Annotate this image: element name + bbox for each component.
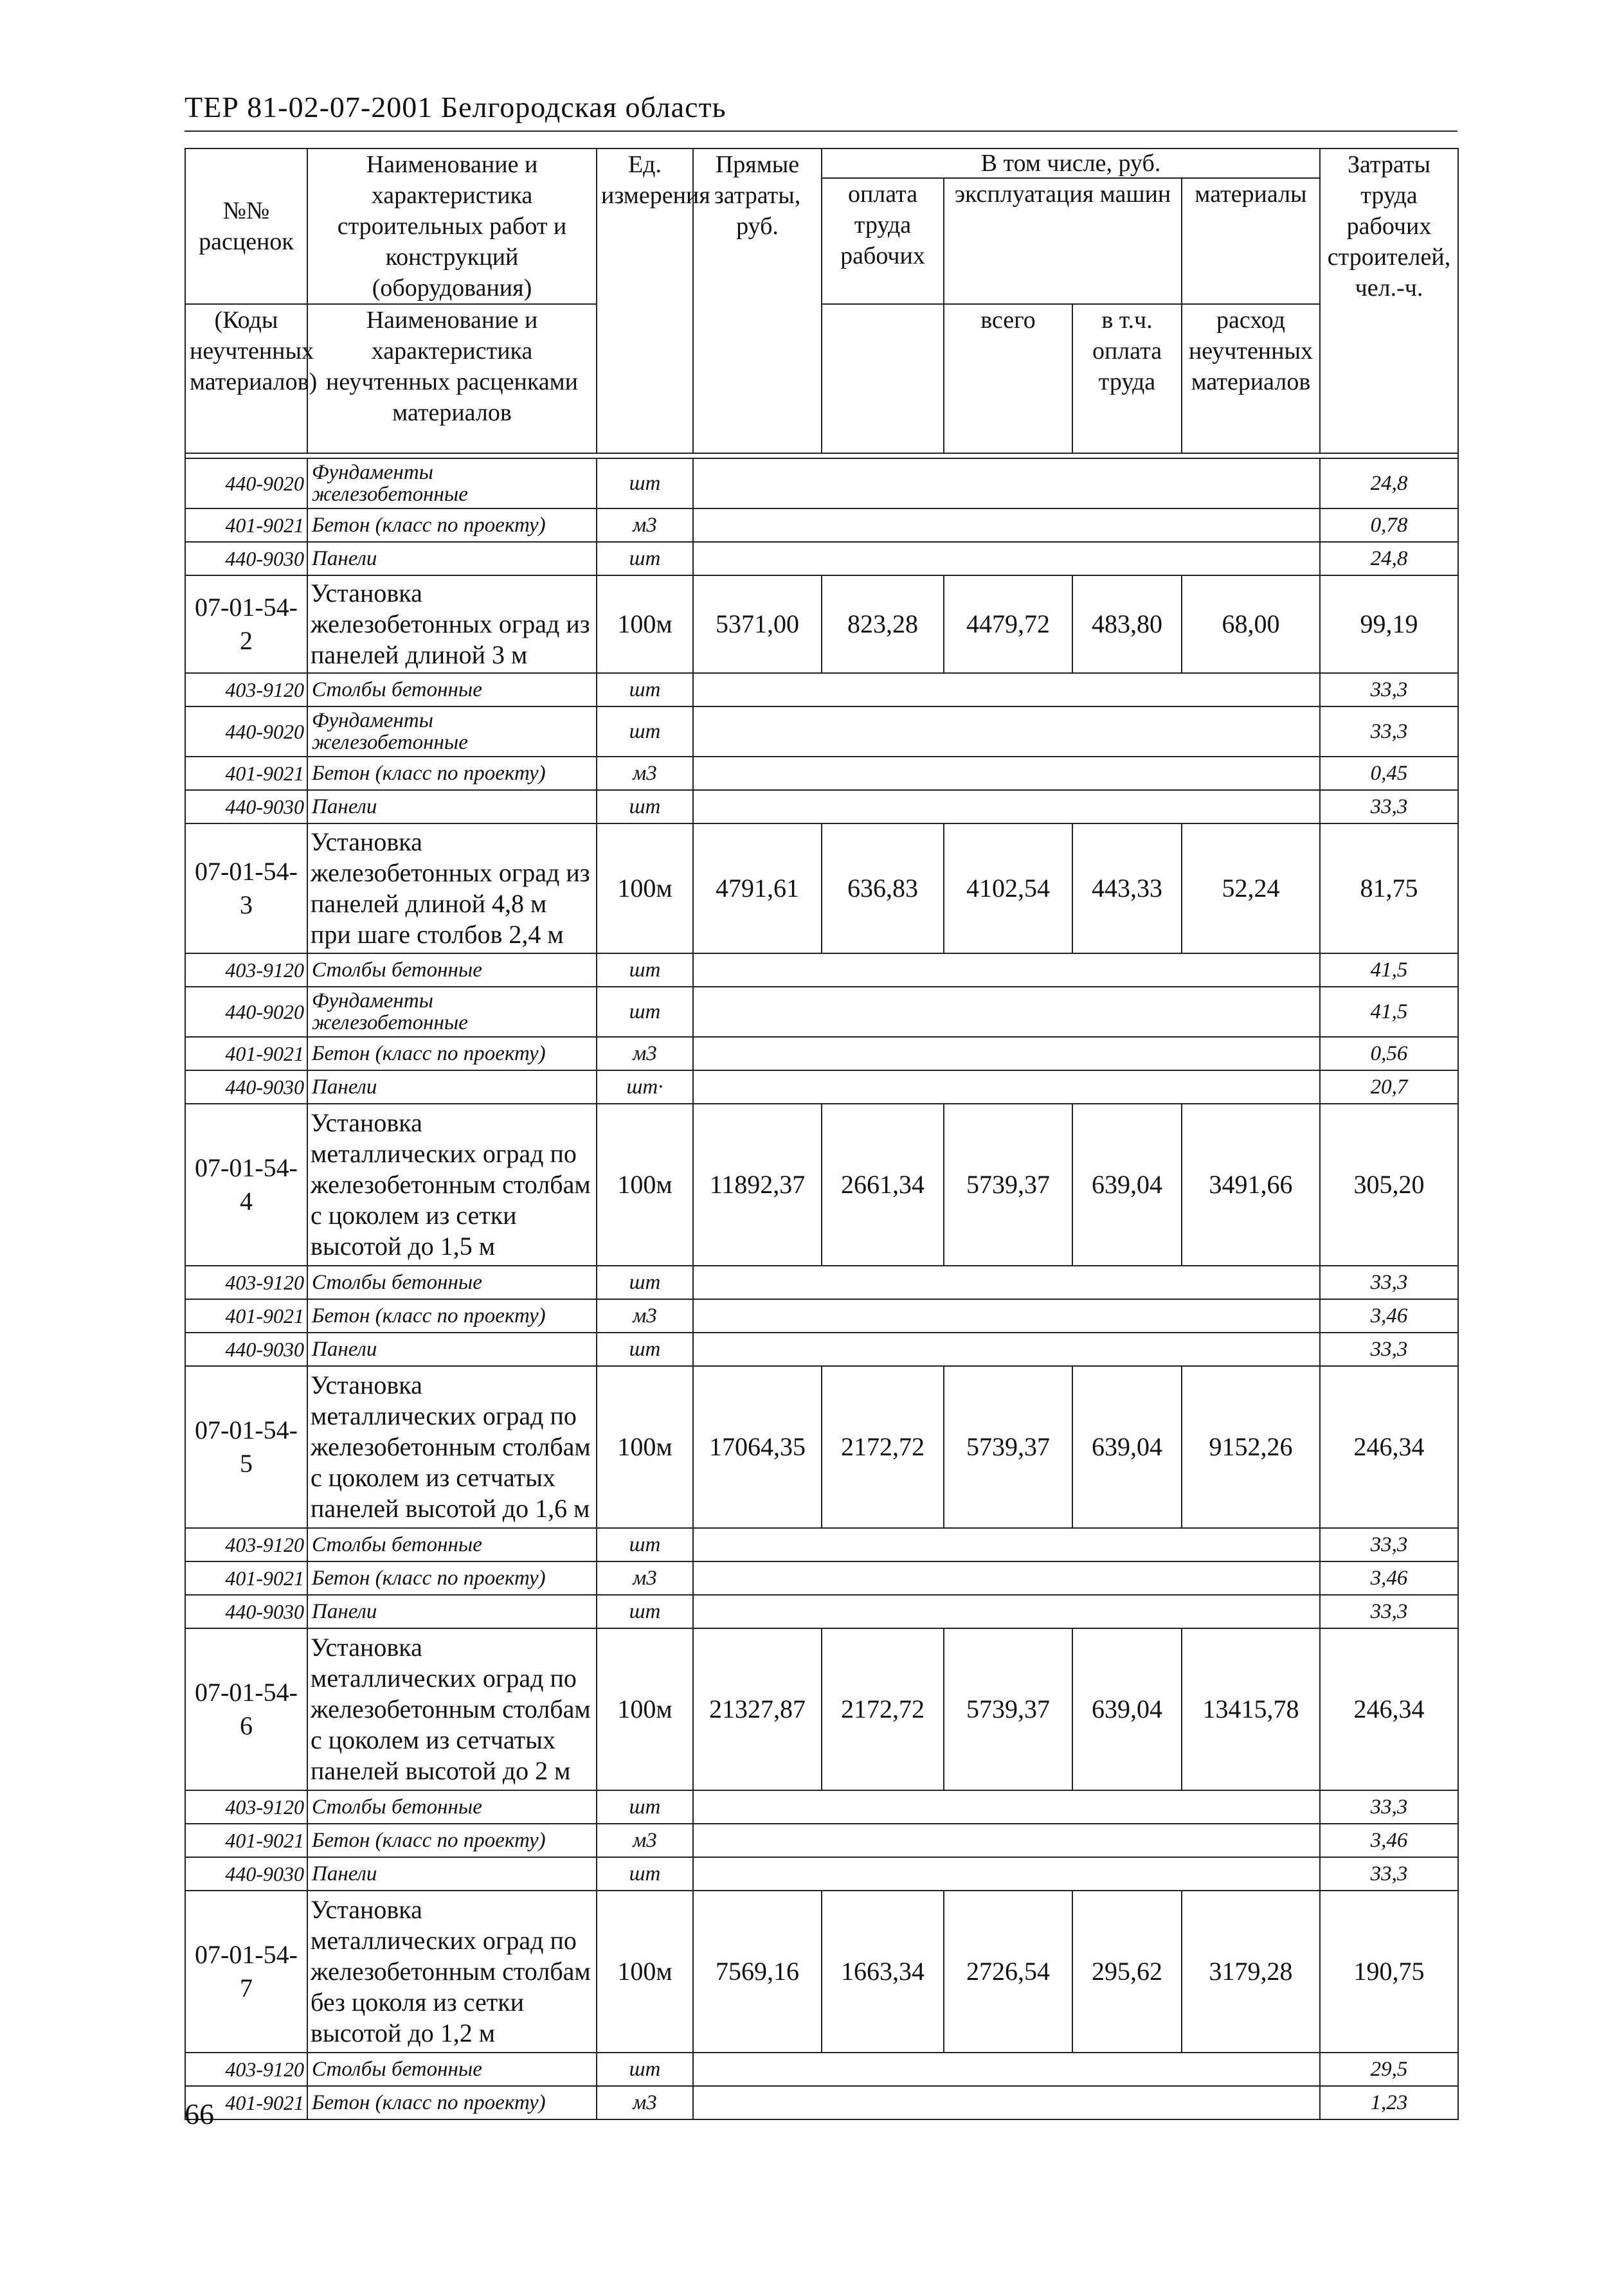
work-name: Установка железобетонных оград из панелей длиной 4,8 м при шаге столбов 2,4 м [307,823,597,953]
work-row [185,823,1458,953]
material-qty: 0,56 [1320,1037,1458,1070]
material-qty: 24,8 [1320,458,1458,508]
work-direct-cost: 11892,37 [693,1104,822,1266]
material-code: 440-9030 [185,542,307,575]
material-unit: шт [597,987,693,1037]
material-name: Панели [307,1857,597,1891]
material-blank [693,1790,1320,1824]
material-blank [693,987,1320,1037]
material-code: 401-9021 [185,757,307,790]
work-direct-cost: 7569,16 [693,1891,822,2053]
material-row [185,953,1458,987]
material-name: Бетон (класс по проекту) [307,1299,597,1333]
material-name: Столбы бетонные [307,2053,597,2086]
work-unit: 100м [597,823,693,953]
material-code: 440-9030 [185,790,307,823]
work-code: 07-01-54-2 [185,575,307,673]
header-wage: оплата труда рабочих [822,178,944,304]
material-code: 440-9020 [185,458,307,508]
material-name: Столбы бетонные [307,953,597,987]
work-labor: 246,34 [1320,1628,1458,1790]
material-qty: 33,3 [1320,706,1458,757]
rates-table [185,148,1459,2120]
material-qty: 3,46 [1320,1299,1458,1333]
material-row [185,1857,1458,1891]
material-code: 401-9021 [185,1037,307,1070]
material-row [185,1037,1458,1070]
work-machine-total: 4102,54 [944,823,1072,953]
material-row [185,706,1458,757]
material-code: 440-9020 [185,987,307,1037]
material-row [185,458,1458,508]
header-incl-wage: в т.ч. оплата труда [1072,304,1182,453]
work-code: 07-01-54-7 [185,1891,307,2053]
header-rule [185,130,1457,132]
header-mat-name: Наименование и характеристика неучтенных расценками материалов [307,304,597,453]
work-wage: 2172,72 [822,1366,944,1528]
material-blank [693,508,1320,542]
material-blank [693,790,1320,823]
table-body [185,148,1458,2119]
material-unit: м3 [597,1299,693,1333]
material-code: 403-9120 [185,953,307,987]
work-materials: 3179,28 [1182,1891,1320,2053]
work-machine-total: 2726,54 [944,1891,1072,2053]
material-qty: 1,23 [1320,2086,1458,2119]
work-name: Установка металлических оград по железобетонным столбам без цоколя из сетки высотой до 1,2 м [307,1891,597,2053]
work-materials: 13415,78 [1182,1628,1320,1790]
work-unit: 100м [597,1891,693,2053]
work-machine-wage: 295,62 [1072,1891,1182,2053]
material-name: Панели [307,1333,597,1366]
material-unit: м3 [597,1561,693,1595]
material-qty: 3,46 [1320,1561,1458,1595]
material-qty: 33,3 [1320,790,1458,823]
material-name: Бетон (класс по проекту) [307,757,597,790]
material-unit: шт [597,458,693,508]
work-wage: 1663,34 [822,1891,944,2053]
work-wage: 823,28 [822,575,944,673]
material-code: 440-9030 [185,1333,307,1366]
work-direct-cost: 17064,35 [693,1366,822,1528]
work-code: 07-01-54-5 [185,1366,307,1528]
material-unit: шт [597,1857,693,1891]
material-code: 403-9120 [185,1528,307,1561]
work-direct-cost: 4791,61 [693,823,822,953]
work-machine-wage: 639,04 [1072,1628,1182,1790]
work-row [185,575,1458,673]
header-machine: эксплуатация машин [944,178,1182,304]
work-labor: 305,20 [1320,1104,1458,1266]
material-code: 403-9120 [185,673,307,706]
work-materials: 3491,66 [1182,1104,1320,1266]
work-unit: 100м [597,1104,693,1266]
material-name: Панели [307,542,597,575]
material-blank [693,1037,1320,1070]
work-materials: 52,24 [1182,823,1320,953]
material-unit: шт [597,1528,693,1561]
material-code: 401-9021 [185,2086,307,2119]
header-spacer [185,453,1458,458]
material-qty: 41,5 [1320,953,1458,987]
material-qty: 33,3 [1320,1595,1458,1628]
material-code: 403-9120 [185,2053,307,2086]
material-name: Бетон (класс по проекту) [307,2086,597,2119]
material-blank [693,458,1320,508]
header-mat-use: расход неучтенных материалов [1182,304,1320,453]
material-row [185,2053,1458,2086]
header-total: всего [944,304,1072,453]
page-header: ТЕР 81-02-07-2001 Белгородская область [185,91,726,123]
material-blank [693,953,1320,987]
work-row [185,1104,1458,1266]
material-qty: 41,5 [1320,987,1458,1037]
material-row [185,790,1458,823]
header-num: №№ расценок [185,148,307,304]
work-machine-wage: 483,80 [1072,575,1182,673]
material-code: 440-9030 [185,1070,307,1104]
material-row [185,1333,1458,1366]
material-qty: 3,46 [1320,1824,1458,1857]
material-blank [693,542,1320,575]
material-blank [693,1299,1320,1333]
material-unit: м3 [597,757,693,790]
work-wage: 2172,72 [822,1628,944,1790]
material-code: 403-9120 [185,1266,307,1299]
work-row [185,1366,1458,1528]
material-blank [693,1561,1320,1595]
material-blank [693,757,1320,790]
header-name: Наименование и характеристика строительных работ и конструкций (оборудования) [307,148,597,304]
material-name: Панели [307,790,597,823]
work-row [185,1628,1458,1790]
material-blank [693,1333,1320,1366]
material-row [185,2086,1458,2119]
material-blank [693,2053,1320,2086]
material-unit: м3 [597,2086,693,2119]
header-unit: Ед. измерения [597,148,693,453]
work-labor: 190,75 [1320,1891,1458,2053]
material-code: 401-9021 [185,508,307,542]
work-row [185,1891,1458,2053]
material-qty: 0,45 [1320,757,1458,790]
header-row-1 [185,148,1458,178]
material-unit: м3 [597,508,693,542]
material-name: Панели [307,1070,597,1104]
material-qty: 29,5 [1320,2053,1458,2086]
material-row [185,508,1458,542]
work-unit: 100м [597,1628,693,1790]
work-code: 07-01-54-4 [185,1104,307,1266]
material-blank [693,706,1320,757]
material-row [185,987,1458,1037]
work-direct-cost: 21327,87 [693,1628,822,1790]
work-name: Установка металлических оград по железобетонным столбам с цоколем из сетчатых панелей высотой до 1,6 м [307,1366,597,1528]
work-code: 07-01-54-6 [185,1628,307,1790]
material-name: Фундаменты железобетонные [307,706,597,757]
material-code: 401-9021 [185,1299,307,1333]
work-materials: 9152,26 [1182,1366,1320,1528]
material-blank [693,1857,1320,1891]
material-unit: шт [597,1595,693,1628]
material-qty: 24,8 [1320,542,1458,575]
material-blank [693,1070,1320,1104]
header-direct: Прямые затраты, руб. [693,148,822,453]
material-blank [693,2086,1320,2119]
material-unit: м3 [597,1037,693,1070]
material-qty: 20,7 [1320,1070,1458,1104]
material-row [185,1824,1458,1857]
material-unit: шт [597,542,693,575]
material-name: Фундаменты железобетонные [307,458,597,508]
material-blank [693,1595,1320,1628]
header-materials: материалы [1182,178,1320,304]
work-materials: 68,00 [1182,575,1320,673]
material-blank [693,1824,1320,1857]
material-unit: шт [597,673,693,706]
work-labor: 246,34 [1320,1366,1458,1528]
work-machine-wage: 443,33 [1072,823,1182,953]
material-unit: шт [597,1790,693,1824]
work-direct-cost: 5371,00 [693,575,822,673]
work-unit: 100м [597,1366,693,1528]
material-name: Столбы бетонные [307,1790,597,1824]
work-machine-total: 4479,72 [944,575,1072,673]
work-machine-wage: 639,04 [1072,1366,1182,1528]
material-unit: шт [597,2053,693,2086]
work-name: Установка металлических оград по железобетонным столбам с цоколем из сетки высотой до 1,5 м [307,1104,597,1266]
material-name: Бетон (класс по проекту) [307,1561,597,1595]
material-name: Фундаменты железобетонные [307,987,597,1037]
work-machine-total: 5739,37 [944,1104,1072,1266]
material-blank [693,1528,1320,1561]
work-name: Установка металлических оград по железобетонным столбам с цоколем из сетчатых панелей высотой до 2 м [307,1628,597,1790]
material-name: Столбы бетонные [307,1528,597,1561]
material-row [185,1070,1458,1104]
material-name: Столбы бетонные [307,673,597,706]
material-row [185,673,1458,706]
material-name: Панели [307,1595,597,1628]
material-qty: 33,3 [1320,1333,1458,1366]
material-unit: шт· [597,1070,693,1104]
material-qty: 33,3 [1320,673,1458,706]
material-row [185,1266,1458,1299]
header-incl: В том числе, руб. [822,148,1320,178]
material-row [185,542,1458,575]
material-name: Бетон (класс по проекту) [307,1037,597,1070]
work-machine-total: 5739,37 [944,1366,1072,1528]
work-name: Установка железобетонных оград из панелей длиной 3 м [307,575,597,673]
work-labor: 99,19 [1320,575,1458,673]
work-machine-total: 5739,37 [944,1628,1072,1790]
material-qty: 0,78 [1320,508,1458,542]
page-number: 66 [185,2098,214,2130]
header-labor: Затраты труда рабочих строителей, чел.-ч. [1320,148,1458,453]
material-row [185,1528,1458,1561]
work-unit: 100м [597,575,693,673]
material-unit: шт [597,1266,693,1299]
material-code: 440-9030 [185,1857,307,1891]
work-machine-wage: 639,04 [1072,1104,1182,1266]
material-code: 440-9020 [185,706,307,757]
material-name: Столбы бетонные [307,1266,597,1299]
work-labor: 81,75 [1320,823,1458,953]
material-blank [693,673,1320,706]
material-qty: 33,3 [1320,1266,1458,1299]
material-row [185,1561,1458,1595]
material-row [185,1790,1458,1824]
material-qty: 33,3 [1320,1790,1458,1824]
material-unit: шт [597,790,693,823]
material-code: 403-9120 [185,1790,307,1824]
material-row [185,1299,1458,1333]
material-code: 401-9021 [185,1824,307,1857]
work-code: 07-01-54-3 [185,823,307,953]
material-blank [693,1266,1320,1299]
work-wage: 2661,34 [822,1104,944,1266]
material-unit: шт [597,706,693,757]
material-qty: 33,3 [1320,1528,1458,1561]
material-unit: шт [597,1333,693,1366]
header-wage-cont [822,304,944,453]
material-name: Бетон (класс по проекту) [307,508,597,542]
work-wage: 636,83 [822,823,944,953]
material-row [185,1595,1458,1628]
material-code: 401-9021 [185,1561,307,1595]
material-unit: шт [597,953,693,987]
material-name: Бетон (класс по проекту) [307,1824,597,1857]
header-codes: (Коды неучтенных материалов) [185,304,307,453]
material-qty: 33,3 [1320,1857,1458,1891]
material-row [185,757,1458,790]
material-unit: м3 [597,1824,693,1857]
material-code: 440-9030 [185,1595,307,1628]
